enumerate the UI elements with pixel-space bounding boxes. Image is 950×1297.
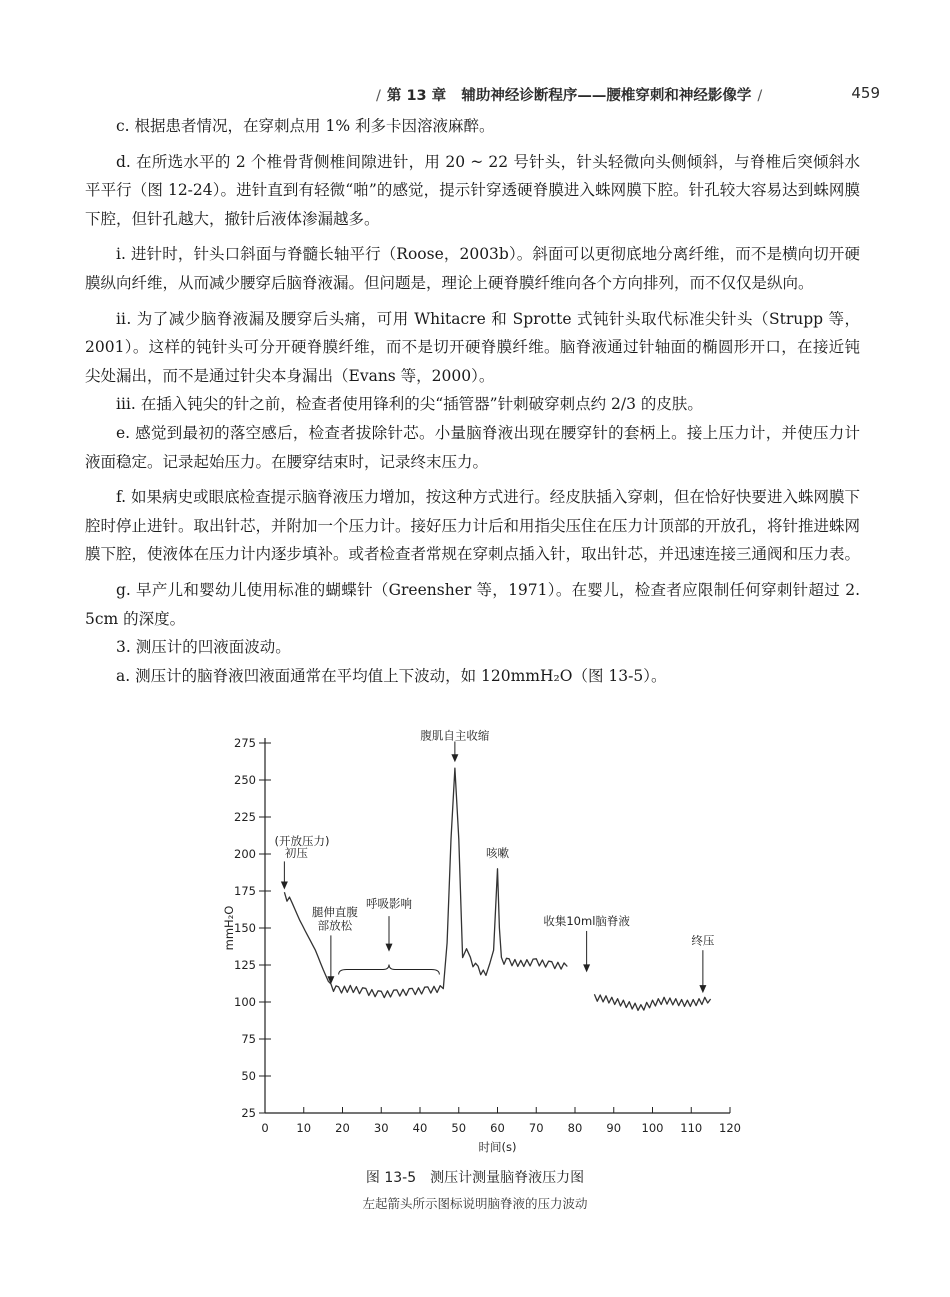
annotation-label: 咳嗽 (486, 845, 509, 860)
paragraph: f. 如果病史或眼底检查提示脑脊液压力增加，按这种方式进行。经皮肤插入穿刺，但在恰好快要进入蛛网膜下腔时停止进针。取出针芯，并附加一个压力计。接好压力计后和用指尖压住在压力计顶部的开放孔，将针推进蛛网膜下腔，使液体在压力计内逐步填补。或者检查者常规在穿刺点插入针，取出针芯，并迅速连接三通阀和压力表。 (85, 488, 861, 564)
body-text (85, 112, 860, 690)
annotation-label: (开放压力) (274, 834, 330, 849)
figure-subcaption: 左起箭头所示图标说明脑脊液的压力波动 (362, 1196, 588, 1211)
y-tick-label: 150 (234, 921, 256, 935)
x-tick-label: 30 (373, 1121, 389, 1135)
x-tick-label: 10 (296, 1121, 312, 1135)
annotation-label: 呼吸影响 (366, 896, 412, 911)
annotation-arrowhead (451, 754, 458, 762)
paragraph: a. 测压计的脑脊液凹液面通常在平均值上下波动，如 120mmH₂O（图 13-5）。 (116, 666, 667, 685)
chart-axes (222, 736, 741, 1154)
x-tick-label: 70 (528, 1121, 544, 1135)
paragraph: ⅰ. 进针时，针头口斜面与脊髓长轴平行（Roose，2003b）。斜面可以更彻底地分离纤维，而不是横向切开硬膜纵向纤维，从而减少腰穿后脑脊液漏。但问题是，理论上硬脊膜纤维向各个方向排列，而不仅仅是纵向。 (85, 245, 860, 292)
y-tick-label: 225 (234, 810, 256, 824)
y-tick-label: 200 (234, 847, 256, 861)
annotation-arrowhead (386, 944, 393, 952)
paragraph: g. 早产儿和婴幼儿使用标准的蝴蝶针（Greensher 等，1971）。在婴儿，检查者应限制任何穿刺针超过 2. 5cm 的深度。 (85, 580, 860, 628)
annotation-label: 腹肌自主收缩 (420, 728, 490, 743)
annotation-label: 腿伸直腹 (311, 905, 358, 920)
annotation-label: 终压 (691, 933, 715, 948)
y-tick-label: 175 (234, 884, 256, 898)
chapter-title: 辅助神经诊断程序——腰椎穿刺和神经影像学 (461, 88, 752, 104)
y-axis-label: mmH₂O (222, 905, 236, 951)
x-tick-label: 60 (490, 1121, 505, 1135)
page-number: 459 (851, 84, 880, 102)
chapter-number: 第 13 章 (386, 88, 447, 104)
paragraph: 3. 测压计的凹液面波动。 (116, 638, 291, 657)
series-line-1 (594, 994, 710, 1010)
chart-annotations (275, 729, 715, 994)
annotation-label: 部放松 (317, 918, 353, 933)
paragraph: d. 在所选水平的 2 个椎骨背侧椎间隙进针，用 20 ~ 22 号针头，针头轻微向头侧倾斜，与脊椎后突倾斜水平平行（图 12-24）。进针直到有轻微“啪”的感觉，提示针穿透硬脊膜进入蛛网膜下腔。针孔较大容易达到蛛网膜下腔，但针孔越大，撤针后液体渗漏越多。 (85, 152, 860, 228)
paragraph: ⅱ. 为了减少脑脊液漏及腰穿后头痛，可用 Whitacre 和 Sprotte 式钝针头取代标准尖针头（Strupp 等，2001）。这样的钝针头可分开硬脊膜纤维，而不是切开硬脊膜纤维。脑脊液通过针轴面的椭圆形开口，在接近钝尖处漏出，而不是通过针尖本身漏出（Evans 等，2000）。 (85, 309, 860, 385)
x-tick-label: 40 (412, 1121, 428, 1135)
y-tick-label: 25 (241, 1106, 256, 1120)
x-tick-label: 50 (451, 1121, 467, 1135)
x-tick-label: 120 (719, 1121, 741, 1135)
y-tick-label: 50 (241, 1069, 256, 1083)
x-tick-label: 110 (680, 1121, 703, 1135)
paragraph: ⅲ. 在插入钝尖的针之前，检查者使用锋利的尖“插管器”针刺破穿刺点约 2/3 的皮肤。 (116, 395, 703, 414)
y-tick-label: 100 (234, 995, 256, 1009)
running-header: / 第 13 章 辅助神经诊断程序——腰椎穿刺和神经影像学 / 459 (376, 84, 880, 104)
x-tick-label: 90 (606, 1121, 622, 1135)
annotation-arrowhead (583, 964, 590, 972)
annotation-brace (339, 964, 440, 974)
annotation-label: 收集10ml脑脊液 (543, 914, 630, 929)
paragraph: c. 根据患者情况，在穿刺点用 1% 利多卡因溶液麻醉。 (116, 117, 495, 135)
annotation-label: 初压 (284, 845, 308, 860)
x-axis-label: 时间(s) (478, 1140, 517, 1154)
annotation-arrowhead (281, 882, 288, 890)
x-tick-label: 100 (641, 1121, 664, 1135)
x-tick-label: 80 (567, 1121, 583, 1135)
x-tick-label: 0 (261, 1121, 269, 1135)
y-tick-label: 75 (241, 1032, 256, 1046)
x-tick-label: 20 (335, 1121, 350, 1135)
figure-caption: 图 13-5 测压计测量脑脊液压力图 (365, 1170, 585, 1186)
series-line-0 (284, 768, 567, 997)
chart-marks (284, 768, 710, 1010)
y-tick-label: 250 (234, 773, 256, 787)
y-tick-label: 125 (234, 958, 256, 972)
paragraph: e. 感觉到最初的落空感后，检查者拔除针芯。小量脑脊液出现在腰穿针的套柄上。接上压力计，并使压力计液面稳定。记录起始压力。在腰穿结束时，记录终末压力。 (85, 423, 860, 471)
y-tick-label: 275 (234, 736, 256, 750)
annotation-arrowhead (699, 985, 706, 993)
pressure-chart (220, 718, 760, 1168)
